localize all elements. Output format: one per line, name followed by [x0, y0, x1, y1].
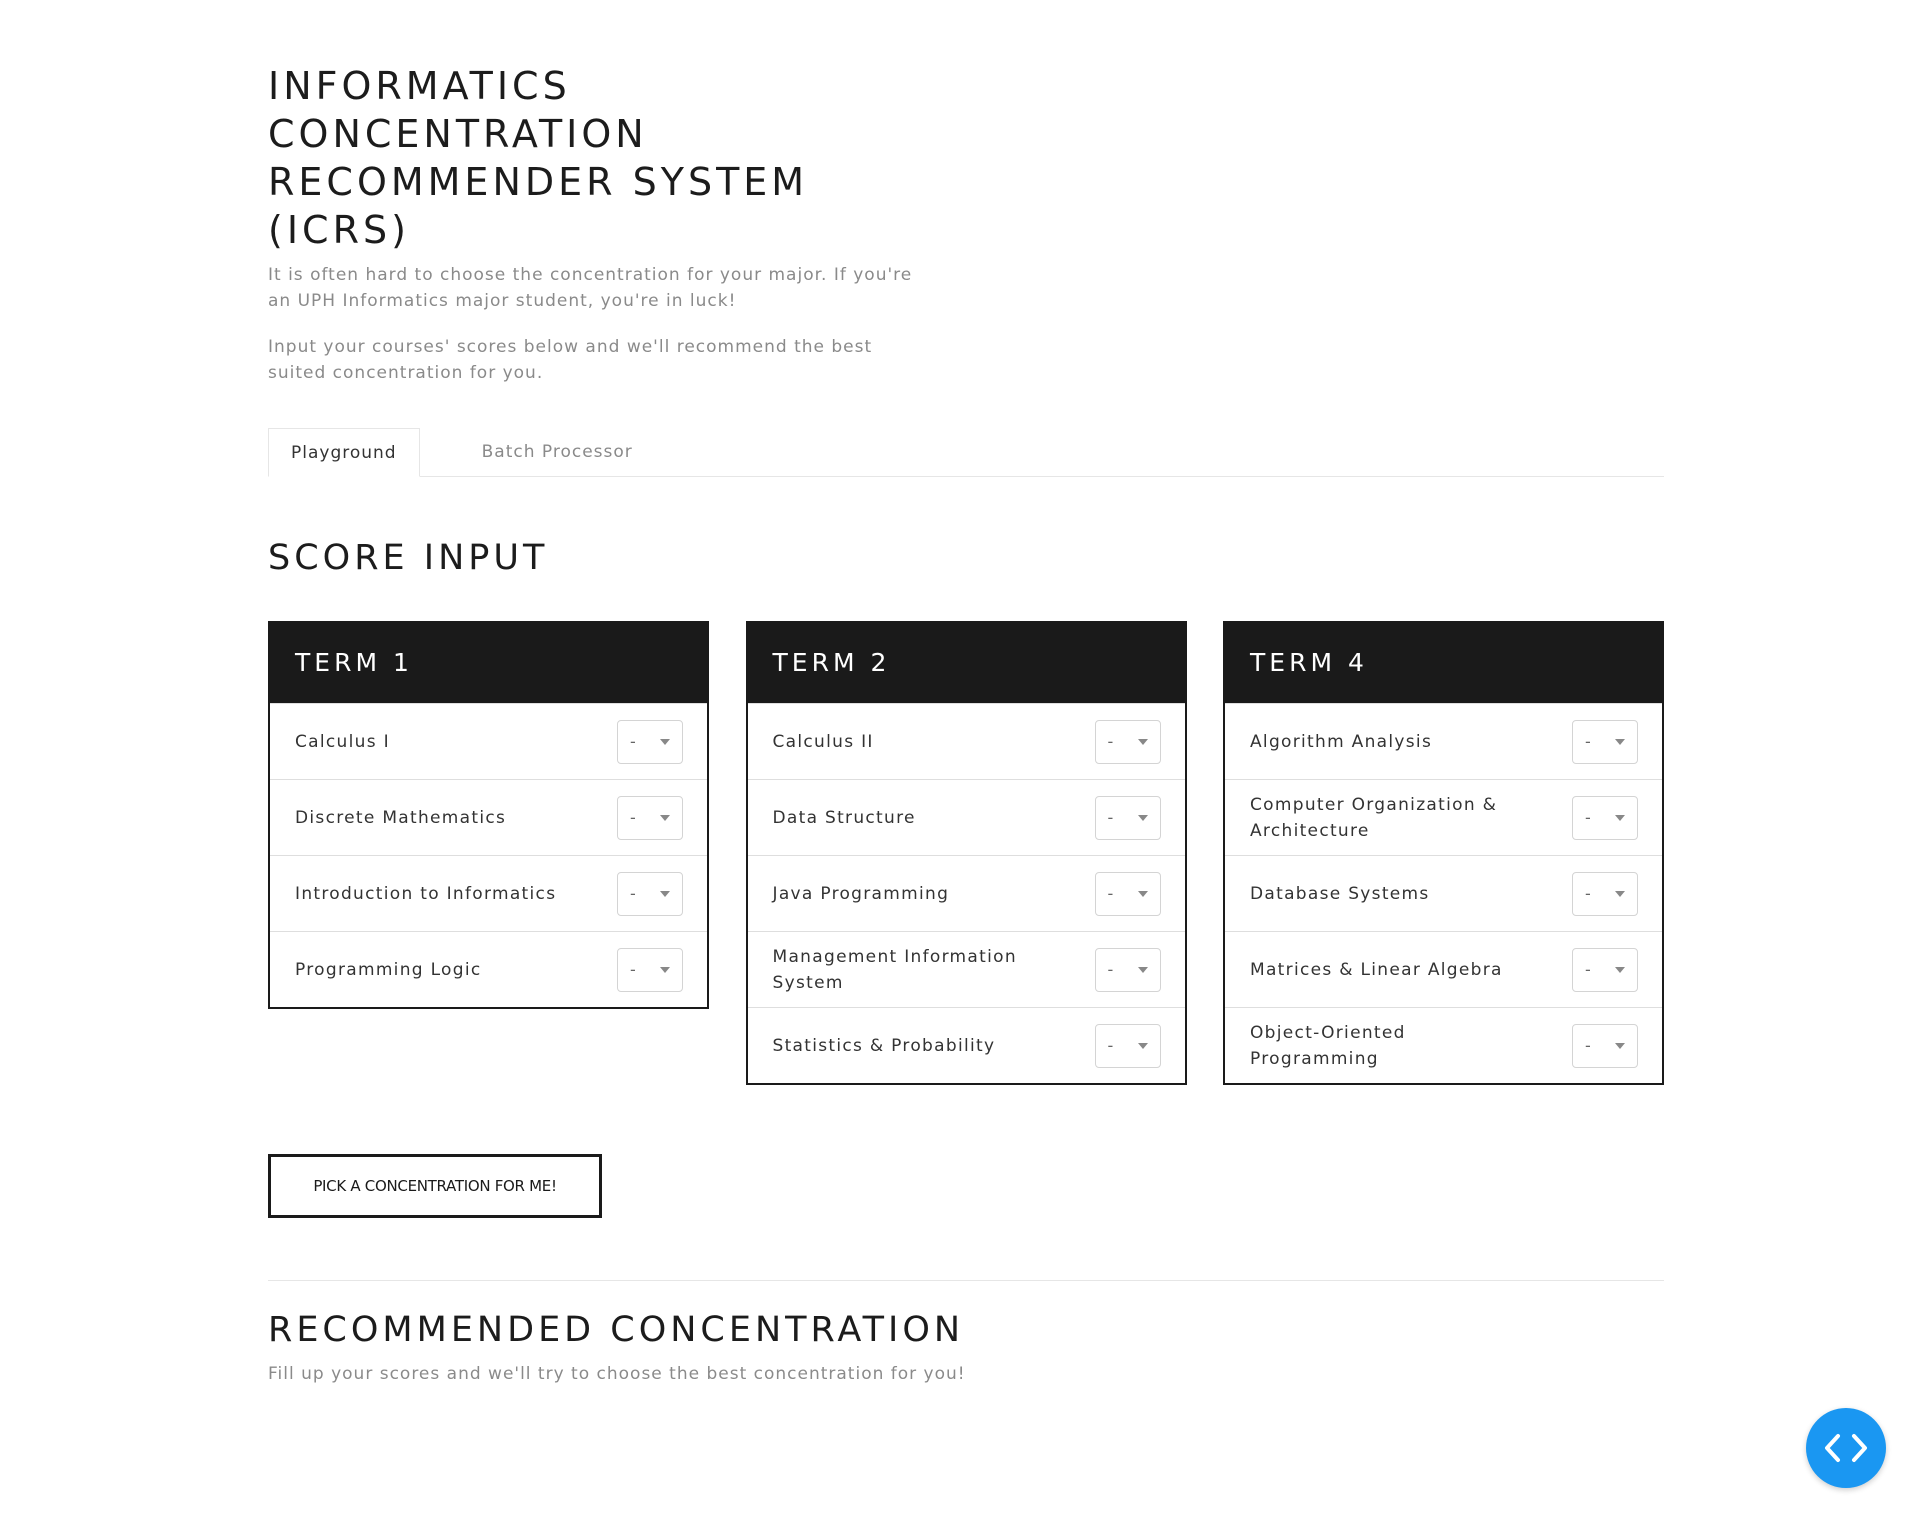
course-name: Calculus I: [295, 731, 390, 752]
course-row: [1225, 703, 1662, 779]
caret-down-icon: [660, 967, 670, 973]
course-row: [748, 855, 1185, 931]
tab-batch-processor[interactable]: Batch Processor: [481, 442, 633, 462]
score-value: -: [1585, 732, 1591, 751]
caret-down-icon: [1615, 1043, 1625, 1049]
score-value: -: [1107, 1036, 1114, 1055]
caret-down-icon: [1615, 815, 1625, 821]
recommended-concentration-title: RECOMMENDED CONCENTRATION: [268, 1310, 965, 1350]
course-row: [1225, 855, 1662, 931]
caret-down-icon: [1138, 739, 1148, 745]
term-card-4: [1223, 621, 1664, 1085]
term-header: TERM 2: [748, 623, 1185, 703]
score-select[interactable]: [1572, 872, 1638, 916]
score-select[interactable]: [1572, 720, 1638, 764]
course-name: Management Information System: [772, 946, 1017, 993]
score-value: -: [1107, 732, 1114, 751]
score-value: -: [630, 884, 636, 903]
score-select[interactable]: [1572, 796, 1638, 840]
score-select[interactable]: [1095, 1024, 1161, 1068]
caret-down-icon: [1615, 739, 1625, 745]
caret-down-icon: [1138, 891, 1148, 897]
caret-down-icon: [660, 815, 670, 821]
code-brackets-icon: [1823, 1432, 1869, 1464]
course-row: [270, 779, 707, 855]
term-card-1: [268, 621, 709, 1009]
score-input-title: SCORE INPUT: [268, 538, 549, 578]
course-row: [748, 779, 1185, 855]
score-select[interactable]: [617, 720, 683, 764]
course-name: Discrete Mathematics: [295, 807, 507, 828]
code-toggle-button[interactable]: [1806, 1408, 1886, 1488]
score-select[interactable]: [1572, 948, 1638, 992]
course-row: [748, 1007, 1185, 1083]
course-name: Introduction to Informatics: [295, 883, 557, 904]
score-select[interactable]: [617, 796, 683, 840]
tab-bar: [268, 428, 1664, 477]
course-row: [270, 855, 707, 931]
score-value: -: [1585, 884, 1591, 903]
intro-text: [268, 262, 928, 406]
score-value: -: [630, 808, 636, 827]
pick-concentration-button[interactable]: PICK A CONCENTRATION FOR ME!: [268, 1154, 602, 1218]
score-value: -: [1107, 884, 1114, 903]
caret-down-icon: [1138, 1043, 1148, 1049]
course-name: Programming Logic: [295, 959, 482, 980]
score-value: -: [1585, 960, 1591, 979]
score-select[interactable]: [1095, 872, 1161, 916]
course-name: Calculus II: [772, 731, 874, 752]
score-select[interactable]: [617, 948, 683, 992]
caret-down-icon: [1615, 891, 1625, 897]
score-select[interactable]: [1095, 720, 1161, 764]
score-select[interactable]: [617, 872, 683, 916]
course-row: [748, 931, 1185, 1007]
course-name: Matrices & Linear Algebra: [1250, 959, 1503, 980]
intro-paragraph-1: It is often hard to choose the concentration for your major. If you're an UPH Informatics major student, you're in luck!: [268, 265, 913, 311]
course-name: Database Systems: [1250, 883, 1430, 904]
course-row: [1225, 1007, 1662, 1083]
tab-playground[interactable]: Playground: [268, 428, 420, 477]
intro-paragraph-2: Input your courses' scores below and we'll recommend the best suited concentration for you.: [268, 337, 873, 383]
score-value: -: [1585, 1036, 1591, 1055]
course-row: [748, 703, 1185, 779]
course-name: Algorithm Analysis: [1250, 731, 1433, 752]
course-row: [1225, 931, 1662, 1007]
recommendation-text: Fill up your scores and we'll try to choose the best concentration for you!: [268, 1364, 966, 1384]
caret-down-icon: [660, 739, 670, 745]
score-select[interactable]: [1572, 1024, 1638, 1068]
section-divider: [268, 1280, 1664, 1281]
term-header: TERM 4: [1225, 623, 1662, 703]
course-name: Computer Organization & Architecture: [1250, 794, 1498, 841]
score-select[interactable]: [1095, 948, 1161, 992]
score-value: -: [1107, 960, 1114, 979]
caret-down-icon: [1138, 815, 1148, 821]
course-row: [270, 703, 707, 779]
caret-down-icon: [1615, 967, 1625, 973]
course-name: Object-Oriented Programming: [1250, 1022, 1406, 1069]
score-value: -: [630, 732, 636, 751]
score-value: -: [1107, 808, 1114, 827]
course-name: Data Structure: [772, 807, 916, 828]
score-value: -: [1585, 808, 1591, 827]
page-title: INFORMATICS CONCENTRATION RECOMMENDER SYSTEM (ICRS): [268, 64, 809, 252]
score-value: -: [630, 960, 636, 979]
course-name: Java Programming: [772, 883, 950, 904]
course-name: Statistics & Probability: [772, 1035, 996, 1056]
course-row: [1225, 779, 1662, 855]
term-header: TERM 1: [270, 623, 707, 703]
score-select[interactable]: [1095, 796, 1161, 840]
caret-down-icon: [660, 891, 670, 897]
terms-grid: [268, 621, 1664, 1085]
course-row: [270, 931, 707, 1007]
term-card-2: [746, 621, 1187, 1085]
caret-down-icon: [1138, 967, 1148, 973]
